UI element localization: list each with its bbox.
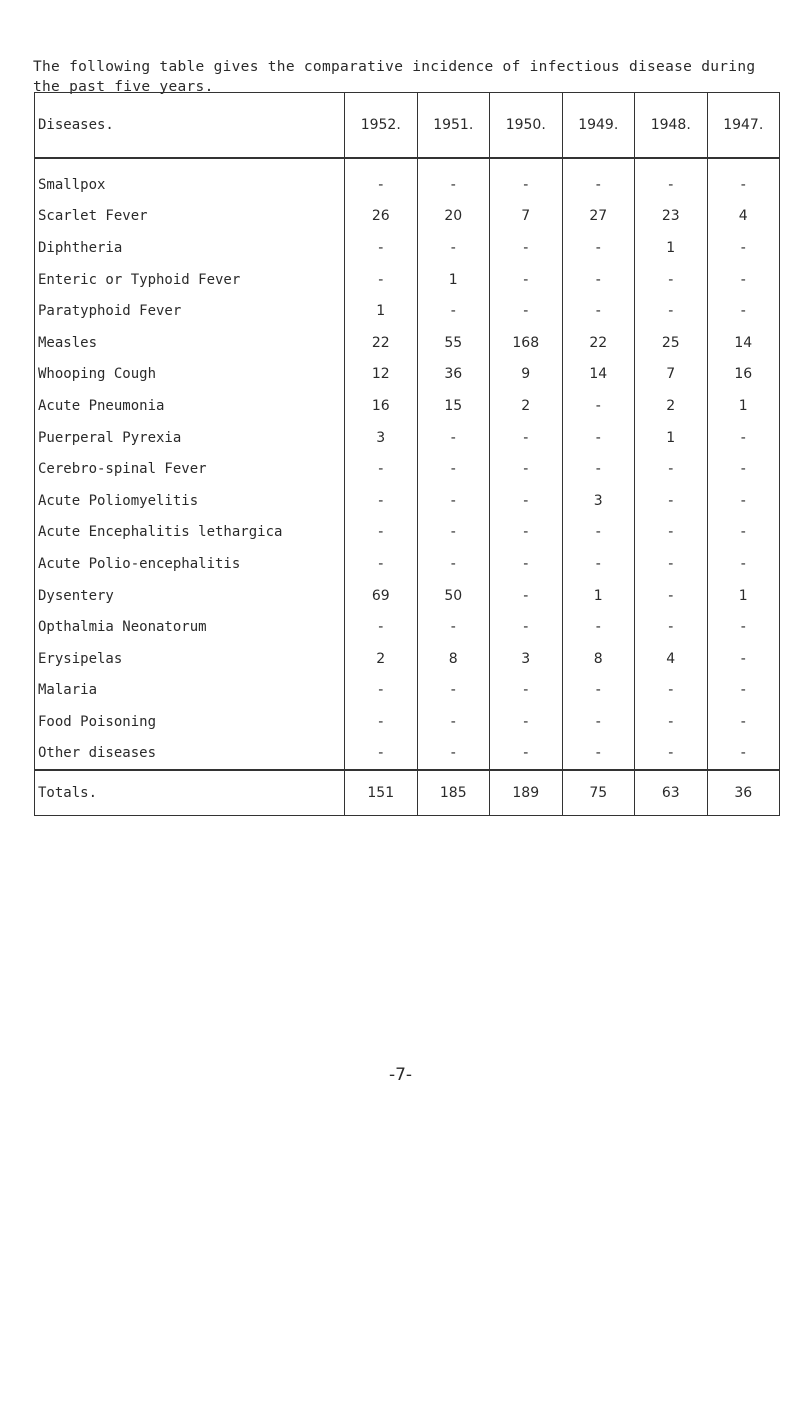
header-row: [35, 93, 780, 159]
case-count-cell: 69: [345, 580, 418, 612]
case-count-cell: -: [417, 675, 490, 707]
table-row: [35, 706, 780, 738]
case-count-cell: -: [707, 453, 780, 485]
case-count-cell: 2: [345, 643, 418, 675]
case-count-cell: -: [345, 738, 418, 771]
table-row: [35, 422, 780, 454]
case-count-cell: -: [562, 295, 635, 327]
case-count-cell: 36: [417, 359, 490, 391]
case-count-cell: -: [490, 580, 563, 612]
case-count-cell: 22: [562, 327, 635, 359]
case-count-cell: 23: [635, 201, 708, 233]
column-header-year: 1948.: [635, 93, 708, 159]
case-count-cell: 9: [490, 359, 563, 391]
case-count-cell: -: [635, 675, 708, 707]
totals-row: [35, 770, 780, 816]
case-count-cell: 3: [490, 643, 563, 675]
case-count-cell: -: [490, 485, 563, 517]
case-count-cell: 14: [707, 327, 780, 359]
case-count-cell: 26: [345, 201, 418, 233]
disease-name-cell: Dysentery: [35, 580, 345, 612]
case-count-cell: -: [345, 706, 418, 738]
case-count-cell: -: [707, 422, 780, 454]
case-count-cell: -: [562, 390, 635, 422]
table-row: [35, 548, 780, 580]
case-count-cell: -: [417, 295, 490, 327]
table-row: [35, 485, 780, 517]
table-row: [35, 611, 780, 643]
table-row: [35, 643, 780, 675]
case-count-cell: -: [417, 158, 490, 201]
disease-name-cell: Paratyphoid Fever: [35, 295, 345, 327]
case-count-cell: -: [490, 422, 563, 454]
disease-name-cell: Malaria: [35, 675, 345, 707]
column-header-diseases: Diseases.: [35, 93, 345, 159]
case-count-cell: -: [562, 422, 635, 454]
case-count-cell: 7: [635, 359, 708, 391]
case-count-cell: 168: [490, 327, 563, 359]
case-count-cell: -: [562, 158, 635, 201]
column-header-year: 1950.: [490, 93, 563, 159]
table-row: [35, 158, 780, 201]
disease-name-cell: Acute Poliomyelitis: [35, 485, 345, 517]
case-count-cell: -: [417, 422, 490, 454]
case-count-cell: 1: [417, 264, 490, 296]
column-header-year: 1949.: [562, 93, 635, 159]
case-count-cell: -: [635, 548, 708, 580]
case-count-cell: -: [707, 706, 780, 738]
case-count-cell: 22: [345, 327, 418, 359]
case-count-cell: -: [562, 706, 635, 738]
table-row: [35, 327, 780, 359]
case-count-cell: -: [562, 738, 635, 771]
case-count-cell: -: [417, 517, 490, 549]
disease-name-cell: Smallpox: [35, 158, 345, 201]
case-count-cell: -: [417, 706, 490, 738]
case-count-cell: -: [417, 232, 490, 264]
case-count-cell: -: [635, 706, 708, 738]
case-count-cell: 1: [562, 580, 635, 612]
case-count-cell: 3: [562, 485, 635, 517]
case-count-cell: -: [562, 264, 635, 296]
case-count-cell: -: [635, 738, 708, 771]
disease-name-cell: Scarlet Fever: [35, 201, 345, 233]
case-count-cell: 15: [417, 390, 490, 422]
case-count-cell: -: [490, 738, 563, 771]
case-count-cell: 2: [635, 390, 708, 422]
case-count-cell: 1: [707, 580, 780, 612]
total-count-cell: 36: [707, 770, 780, 816]
table-footer: [35, 770, 780, 816]
case-count-cell: -: [490, 295, 563, 327]
case-count-cell: -: [635, 580, 708, 612]
case-count-cell: -: [490, 706, 563, 738]
case-count-cell: 55: [417, 327, 490, 359]
case-count-cell: -: [490, 158, 563, 201]
case-count-cell: 25: [635, 327, 708, 359]
column-header-year: 1952.: [345, 93, 418, 159]
disease-name-cell: Cerebro-spinal Fever: [35, 453, 345, 485]
case-count-cell: -: [707, 232, 780, 264]
case-count-cell: -: [707, 485, 780, 517]
case-count-cell: 1: [635, 232, 708, 264]
table-row: [35, 738, 780, 771]
page-number: -7-: [388, 1065, 413, 1085]
case-count-cell: -: [345, 675, 418, 707]
table-body: [35, 158, 780, 770]
case-count-cell: -: [562, 232, 635, 264]
table-row: [35, 201, 780, 233]
case-count-cell: 50: [417, 580, 490, 612]
case-count-cell: -: [707, 643, 780, 675]
case-count-cell: -: [417, 485, 490, 517]
table-row: [35, 264, 780, 296]
case-count-cell: -: [635, 264, 708, 296]
disease-name-cell: Diphtheria: [35, 232, 345, 264]
case-count-cell: -: [345, 517, 418, 549]
total-count-cell: 75: [562, 770, 635, 816]
column-header-year: 1947.: [707, 93, 780, 159]
table-row: [35, 390, 780, 422]
disease-name-cell: Other diseases: [35, 738, 345, 771]
disease-name-cell: Opthalmia Neonatorum: [35, 611, 345, 643]
case-count-cell: -: [490, 453, 563, 485]
infectious-disease-table: [34, 92, 780, 816]
case-count-cell: -: [345, 158, 418, 201]
totals-label-cell: Totals.: [35, 770, 345, 816]
case-count-cell: -: [635, 158, 708, 201]
table-header: [35, 93, 780, 159]
case-count-cell: 16: [345, 390, 418, 422]
case-count-cell: 1: [707, 390, 780, 422]
total-count-cell: 63: [635, 770, 708, 816]
case-count-cell: -: [707, 264, 780, 296]
disease-name-cell: Measles: [35, 327, 345, 359]
case-count-cell: -: [490, 264, 563, 296]
case-count-cell: 14: [562, 359, 635, 391]
case-count-cell: -: [707, 295, 780, 327]
case-count-cell: -: [707, 675, 780, 707]
intro-paragraph: The following table gives the comparative incidence of infectious disease during the past five years.: [33, 58, 756, 95]
case-count-cell: 16: [707, 359, 780, 391]
case-count-cell: -: [417, 611, 490, 643]
case-count-cell: -: [635, 453, 708, 485]
case-count-cell: -: [345, 611, 418, 643]
case-count-cell: -: [562, 517, 635, 549]
disease-name-cell: Food Poisoning: [35, 706, 345, 738]
table-row: [35, 675, 780, 707]
case-count-cell: -: [707, 548, 780, 580]
case-count-cell: 1: [345, 295, 418, 327]
table-row: [35, 580, 780, 612]
case-count-cell: -: [417, 738, 490, 771]
case-count-cell: -: [490, 675, 563, 707]
case-count-cell: -: [635, 295, 708, 327]
case-count-cell: 4: [635, 643, 708, 675]
case-count-cell: -: [707, 517, 780, 549]
table-row: [35, 295, 780, 327]
case-count-cell: 3: [345, 422, 418, 454]
case-count-cell: -: [345, 453, 418, 485]
case-count-cell: 7: [490, 201, 563, 233]
case-count-cell: -: [417, 453, 490, 485]
case-count-cell: 2: [490, 390, 563, 422]
case-count-cell: -: [635, 517, 708, 549]
table-row: [35, 453, 780, 485]
total-count-cell: 185: [417, 770, 490, 816]
case-count-cell: -: [490, 517, 563, 549]
case-count-cell: 8: [562, 643, 635, 675]
case-count-cell: -: [707, 738, 780, 771]
table-row: [35, 359, 780, 391]
disease-name-cell: Enteric or Typhoid Fever: [35, 264, 345, 296]
case-count-cell: -: [490, 548, 563, 580]
case-count-cell: 12: [345, 359, 418, 391]
disease-name-cell: Erysipelas: [35, 643, 345, 675]
case-count-cell: -: [490, 611, 563, 643]
table-row: [35, 517, 780, 549]
case-count-cell: -: [345, 548, 418, 580]
case-count-cell: -: [635, 485, 708, 517]
case-count-cell: -: [562, 675, 635, 707]
case-count-cell: -: [490, 232, 563, 264]
disease-name-cell: Puerperal Pyrexia: [35, 422, 345, 454]
case-count-cell: 1: [635, 422, 708, 454]
case-count-cell: 20: [417, 201, 490, 233]
case-count-cell: -: [345, 232, 418, 264]
case-count-cell: -: [635, 611, 708, 643]
table-row: [35, 232, 780, 264]
case-count-cell: -: [562, 453, 635, 485]
disease-name-cell: Acute Encephalitis lethargica: [35, 517, 345, 549]
case-count-cell: -: [345, 264, 418, 296]
case-count-cell: -: [417, 548, 490, 580]
disease-name-cell: Acute Polio-encephalitis: [35, 548, 345, 580]
case-count-cell: -: [707, 611, 780, 643]
case-count-cell: -: [562, 548, 635, 580]
case-count-cell: -: [562, 611, 635, 643]
disease-name-cell: Acute Pneumonia: [35, 390, 345, 422]
column-header-year: 1951.: [417, 93, 490, 159]
total-count-cell: 151: [345, 770, 418, 816]
case-count-cell: 4: [707, 201, 780, 233]
case-count-cell: -: [345, 485, 418, 517]
case-count-cell: 27: [562, 201, 635, 233]
disease-name-cell: Whooping Cough: [35, 359, 345, 391]
case-count-cell: -: [707, 158, 780, 201]
case-count-cell: 8: [417, 643, 490, 675]
total-count-cell: 189: [490, 770, 563, 816]
